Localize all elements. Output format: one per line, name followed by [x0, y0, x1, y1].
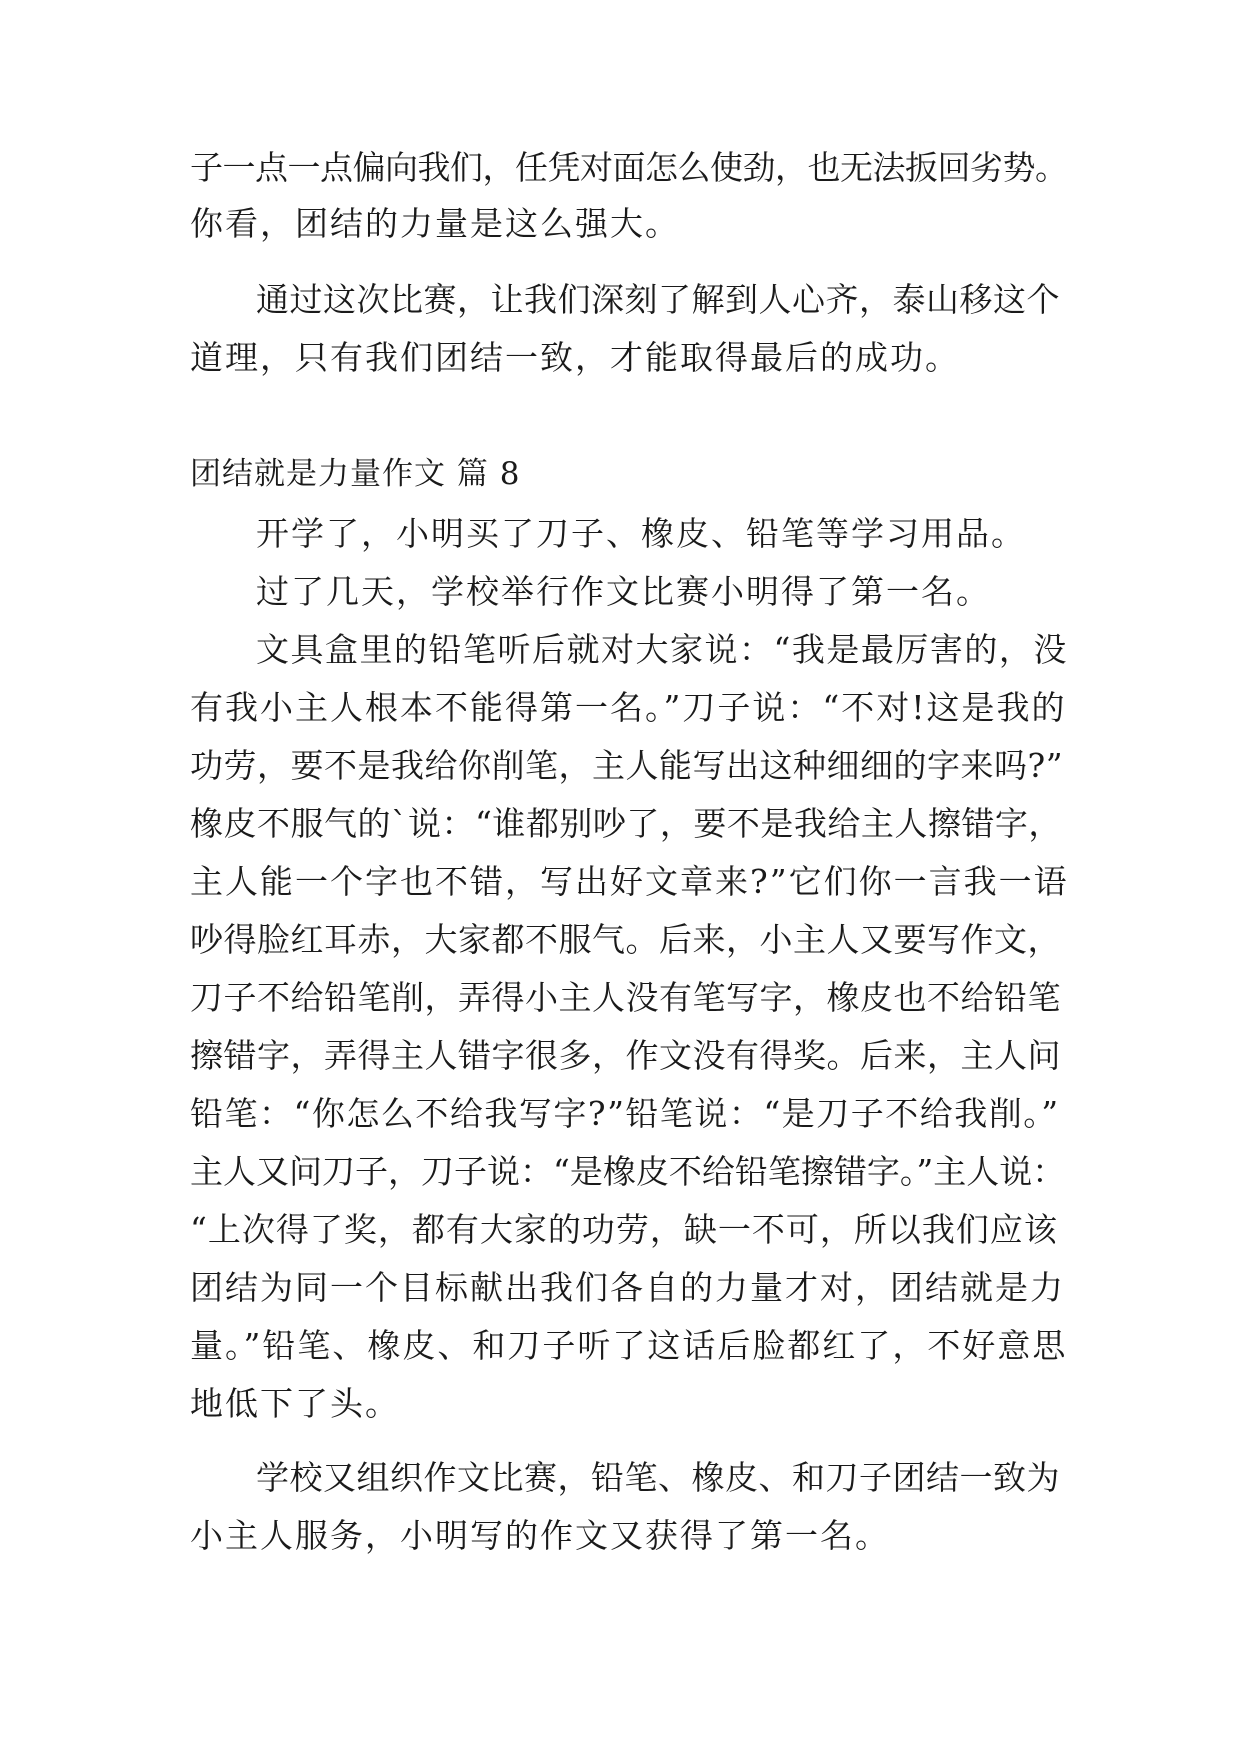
- paragraph-line: 铅笔：“你怎么不给我写字?”铅笔说：“是刀子不给我削。”: [190, 1094, 1060, 1133]
- paragraph-line: 学校又组织作文比赛，铅笔、橡皮、和刀子团结一致为: [256, 1458, 1060, 1497]
- paragraph-line: 橡皮不服气的`说：“谁都别吵了，要不是我给主人擦错字，: [190, 804, 1062, 843]
- paragraph-line: 有我小主人根本不能得第一名。”刀子说：“不对!这是我的: [190, 688, 1067, 727]
- paragraph-line: 主人能一个字也不错，写出好文章来?”它们你一言我一语: [190, 862, 1069, 901]
- paragraph-line: 功劳，要不是我给你削笔，主人能写出这种细细的字来吗?”: [190, 746, 1064, 785]
- section-heading: 团结就是力量作文 篇 8: [190, 456, 521, 492]
- paragraph-line: 团结为同一个目标献出我们各自的力量才对，团结就是力: [190, 1268, 1065, 1307]
- paragraph-line: 主人又问刀子，刀子说：“是橡皮不给铅笔擦错字。”主人说：: [190, 1152, 1066, 1191]
- paragraph-line: 子一点一点偏向我们，任凭对面怎么使劲，也无法扳回劣势。: [190, 148, 1068, 187]
- paragraph-line: 你看，团结的力量是这么强大。: [190, 204, 680, 243]
- paragraph-line: 小主人服务，小明写的作文又获得了第一名。: [190, 1516, 890, 1555]
- paragraph-line: 地低下了头。: [190, 1384, 400, 1423]
- paragraph-line: 刀子不给铅笔削，弄得小主人没有笔写字，橡皮也不给铅笔: [190, 978, 1061, 1017]
- paragraph-line: “上次得了奖，都有大家的功劳，缺一不可，所以我们应该: [190, 1210, 1058, 1249]
- paragraph-line: 开学了，小明买了刀子、橡皮、铅笔等学习用品。: [256, 514, 1026, 553]
- paragraph-line: 文具盒里的铅笔听后就对大家说：“我是最厉害的，没: [256, 630, 1068, 669]
- paragraph-line: 吵得脸红耳赤，大家都不服气。后来，小主人又要写作文，: [190, 920, 1061, 959]
- paragraph-line: 道理，只有我们团结一致，才能取得最后的成功。: [190, 338, 960, 377]
- paragraph-line: 过了几天，学校举行作文比赛小明得了第一名。: [256, 572, 991, 611]
- paragraph-line: 通过这次比赛，让我们深刻了解到人心齐，泰山移这个: [256, 280, 1060, 319]
- paragraph-line: 量。”铅笔、橡皮、和刀子听了这话后脸都红了，不好意思: [190, 1326, 1068, 1365]
- paragraph-line: 擦错字，弄得主人错字很多，作文没有得奖。后来，主人问: [190, 1036, 1061, 1075]
